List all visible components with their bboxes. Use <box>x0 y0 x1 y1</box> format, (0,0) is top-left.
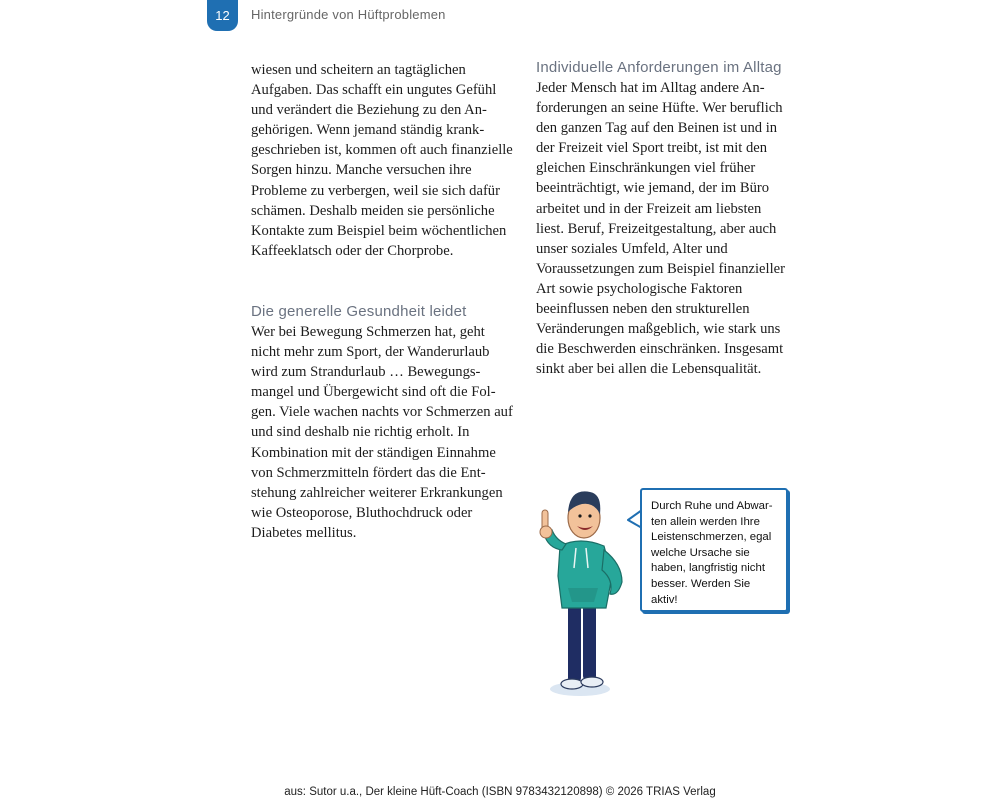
speech-bubble-text: Durch Ruhe und Abwarten allein werden Ihre Leistenschmerzen, egal welche Ursache sie haben, langfristig nicht besser. Werden Sie aktiv! <box>651 500 773 606</box>
right-column <box>536 58 792 379</box>
figure-leg-left <box>568 602 581 682</box>
body-paragraph: Jeder Mensch hat im Alltag andere Anforderungen an seine Hüfte. Wer beruflich den ganzen Tag auf den Beinen ist und in der Freizeit viel Sport treibt, ist mit den gleichen Einschränkungen viel früher beeinträchtigt, wie jemand, der im Büro arbeitet und in der Freizeit am liebsten liest. Beruf, Freizeitgestaltung, aber auch unser soziales Umfeld, Alter und Voraussetzungen zum Beispiel finanzieller Art sowie psychologische Faktoren beeinflussen neben den strukturellen Veränderungen maßgeblich, wie stark uns die Beschwerden einschränken. Insgesamt sinkt aber bei allen die Lebensqualität. <box>536 80 785 378</box>
figure-shoe-right <box>581 677 603 687</box>
coach-illustration <box>530 484 630 700</box>
source-footer: aus: Sutor u.a., Der kleine Hüft-Coach (ISBN 9783432120898) © 2026 TRIAS Verlag <box>284 786 716 798</box>
figure-leg-right <box>583 602 596 680</box>
speech-bubble <box>640 488 788 612</box>
body-paragraph: Wer bei Bewegung Schmerzen hat, geht nicht mehr zum Sport, der Wanderurlaub wird zum Strandurlaub … Bewegungsmangel und Übergewicht sind oft die Folgen. Viele wachen nachts vor Schmerzen auf und sind deshalb nie richtig erholt. In Kombination mit der ständigen Einnahme von Schmerzmitteln fördert das die Entstehung zahlreicher weiterer Erkrankungen wie Osteoporose, Bluthochdruck oder Diabetes mellitus. <box>251 323 513 541</box>
running-title: Hintergründe von Hüftproblemen <box>251 7 446 22</box>
figure-eye <box>578 514 581 517</box>
figure-hand <box>540 526 552 538</box>
figure-shoe-left <box>561 679 583 689</box>
left-column <box>251 60 513 543</box>
page-number: 12 <box>207 0 238 31</box>
section-heading: Individuelle Anforderungen im Alltag <box>536 59 782 76</box>
section-heading: Die generelle Gesundheit leidet <box>251 302 467 320</box>
figure-eye <box>588 514 591 517</box>
figure-hoodie-pocket <box>568 588 598 602</box>
body-paragraph: wiesen und scheitern an tagtäglichen Aufgaben. Das schafft ein ungutes Gefühl und verändert die Beziehung zu den Angehörigen. Wenn jemand ständig krankgeschrieben ist, kommen oft auch finanzielle Sorgen hinzu. Manche versuchen ihre Probleme zu verbergen, weil sie sich dafür schämen. Deshalb meiden sie persönliche Kontakte zum Beispiel beim wöchentlichen Kaffeeklatsch oder der Chorprobe. <box>251 62 513 259</box>
